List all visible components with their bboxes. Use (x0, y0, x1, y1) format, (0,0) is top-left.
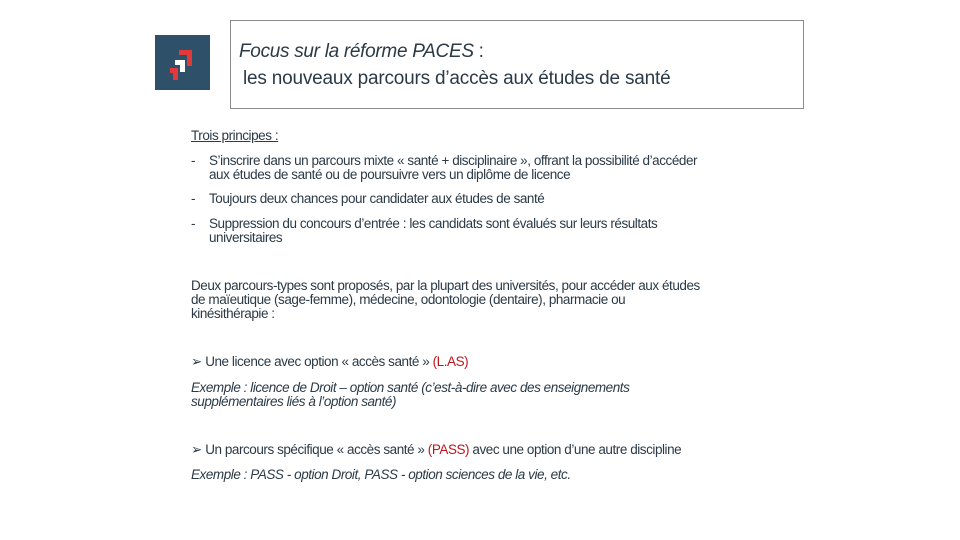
intro-line2: de maïeutique (sage-femme), médecine, odontologie (dentaire), pharmacie ou (191, 292, 626, 307)
title-colon: : (473, 41, 484, 62)
principle-3-line2: universitaires (209, 230, 283, 245)
path-las-example-line1: Exemple : licence de Droit – option santé (c’est-à-dire avec des enseignements (191, 380, 630, 395)
principle-3-line1: Suppression du concours d’entrée : les candidats sont évalués sur leurs résultats (209, 216, 658, 231)
principle-1-line1: S’inscrire dans un parcours mixte « santé + disciplinaire », offrant la possibilité d’accéder (209, 153, 698, 168)
path-las-acronym: (L.AS) (432, 354, 469, 369)
arrows-logo-icon (155, 35, 210, 90)
arrow-bullet-icon: ➢ (191, 354, 202, 369)
bullet: - (191, 216, 196, 231)
path-las-text: Une licence avec option « accès santé » (205, 354, 430, 369)
bullet: - (191, 191, 196, 206)
principles-heading: Trois principes : (191, 128, 279, 143)
title-box (230, 20, 804, 109)
title-italic: Focus sur la réforme PACES (239, 41, 474, 62)
logo (155, 35, 210, 90)
bullet: - (191, 153, 196, 168)
arrow-bullet-icon: ➢ (191, 442, 202, 457)
path-pass (191, 443, 681, 456)
path-pass-example: Exemple : PASS - option Droit, PASS - option sciences de la vie, etc. (191, 467, 571, 482)
page-title (239, 41, 484, 63)
page-subtitle: les nouveaux parcours d’accès aux études de santé (243, 68, 671, 89)
principle-2: Toujours deux chances pour candidater aux études de santé (209, 191, 545, 206)
path-las-example-line2: supplémentaires liés à l’option santé) (191, 394, 397, 409)
path-pass-text: Un parcours spécifique « accès santé » (205, 442, 425, 457)
intro-line1: Deux parcours-types sont proposés, par la plupart des universités, pour accéder aux études (191, 278, 700, 293)
path-pass-suffix: avec une option d’une autre discipline (469, 442, 682, 457)
path-las (191, 355, 468, 368)
principle-1-line2: aux études de santé ou de poursuivre vers un diplôme de licence (209, 167, 571, 182)
path-pass-acronym: (PASS) (427, 442, 470, 457)
intro-line3: kinésithérapie : (191, 306, 275, 321)
